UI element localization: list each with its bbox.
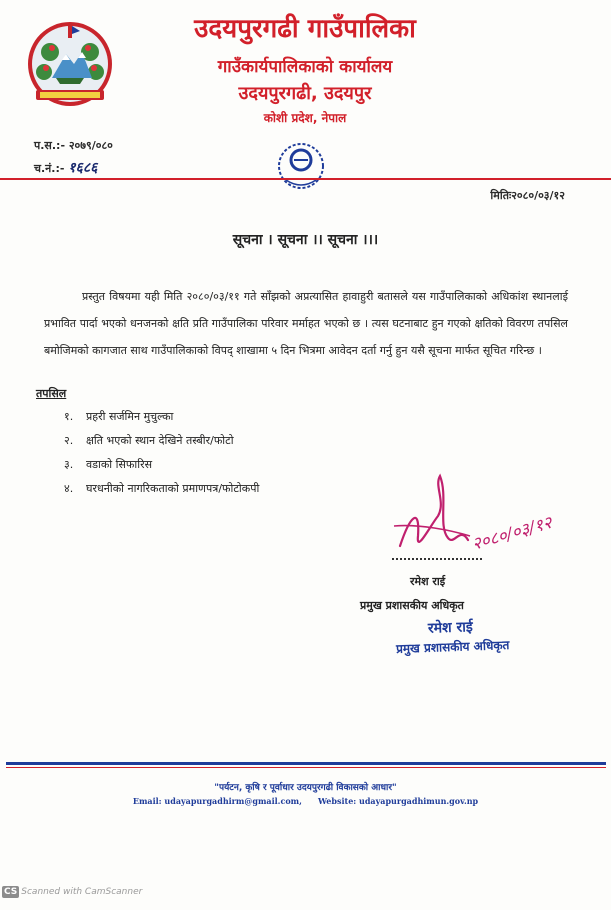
list-item <box>64 477 259 501</box>
stamp-designation: प्रमुख प्रशासकीय अधिकृत <box>395 638 510 656</box>
footer-divider-red <box>6 767 606 768</box>
footer-website: Website: udayapurgadhimun.gov.np <box>317 796 479 806</box>
handwritten-signature <box>390 466 580 566</box>
office-location: उदयपुरगढी, उदयपुर <box>238 83 372 104</box>
list-item <box>64 429 259 453</box>
signature-line <box>392 558 482 560</box>
list-item-text: प्रहरी सर्जमिन मुचुल्का <box>86 410 174 423</box>
list-item-number: ४. <box>64 482 74 495</box>
office-seal-icon <box>270 136 332 196</box>
chalani-number: १६८६ <box>68 160 98 176</box>
signatory-designation: प्रमुख प्रशासकीय अधिकृत <box>360 599 464 612</box>
signatory-name: रमेश राई <box>410 575 446 588</box>
camscanner-badge: CS <box>4 887 18 897</box>
signature-handwritten-date: २०८०/०३/१२ <box>469 512 555 555</box>
notice-body: प्रस्तुत विषयमा यही मिति २०८०/०३/११ गते साँझको अप्रत्यासित हावाहुरी बतासले यस गाउँपालिकाको अधिकांश स्थानलाई प्रभावित पार्दा भएको धनजनको क्षति प्रति गाउँपालिका परिवार मर्माहत भएको छ । त्यस घटनाबाट हुन गएको क्षतिको विवरण तपसिल बमोजिमको कागजात साथ गाउँपालिकाको विपद् शाखामा ५ दिन भित्रमा आवेदन दर्ता गर्नु हुन यसै सूचना मार्फत सूचित गरिन्छ । <box>44 290 568 357</box>
list-item <box>64 453 259 477</box>
footer-email: Email: udayapurgadhirm@gmail.com, <box>132 796 302 806</box>
footer-slogan: "पर्यटन, कृषि र पूर्वाधार उदयपुरगढी विकासको आधार" <box>214 783 397 793</box>
notice-title: सूचना । सूचना ।। सूचना ।।। <box>232 232 379 248</box>
document-requirements-list <box>64 405 259 501</box>
footer-contact <box>0 796 611 806</box>
municipality-title: उदयपुरगढी गाउँपालिका <box>194 14 416 44</box>
chalani-number-line <box>34 158 97 177</box>
list-item-text: घरधनीको नागरिकताको प्रमाणपत्र/फोटोकपी <box>86 482 260 495</box>
province-name: कोशी प्रदेश, नेपाल <box>263 111 347 125</box>
tapsil-label: तपसिल <box>36 387 67 400</box>
municipality-emblem-icon <box>22 18 118 110</box>
office-name: गाउँकार्यपालिकाको कार्यालय <box>217 57 393 77</box>
chalani-label: च.नं.:- <box>34 162 65 175</box>
stamp-name: रमेश राई <box>427 619 474 637</box>
list-item-number: २. <box>64 434 74 447</box>
footer-divider-blue <box>6 762 606 765</box>
camscanner-text: Scanned with CamScanner <box>21 887 143 897</box>
list-item-text: क्षति भएको स्थान देखिने तस्बीर/फोटो <box>86 434 234 447</box>
header-divider <box>0 178 611 180</box>
document-date: मितिः२०८०/०३/१२ <box>490 189 565 202</box>
list-item <box>64 405 259 429</box>
list-item-number: ३. <box>64 458 74 471</box>
list-item-text: वडाको सिफारिस <box>86 458 153 471</box>
list-item-number: १. <box>64 410 74 423</box>
scanner-watermark <box>2 886 142 898</box>
patra-sankhya: प.स.:- २०७९/०८० <box>34 139 113 152</box>
